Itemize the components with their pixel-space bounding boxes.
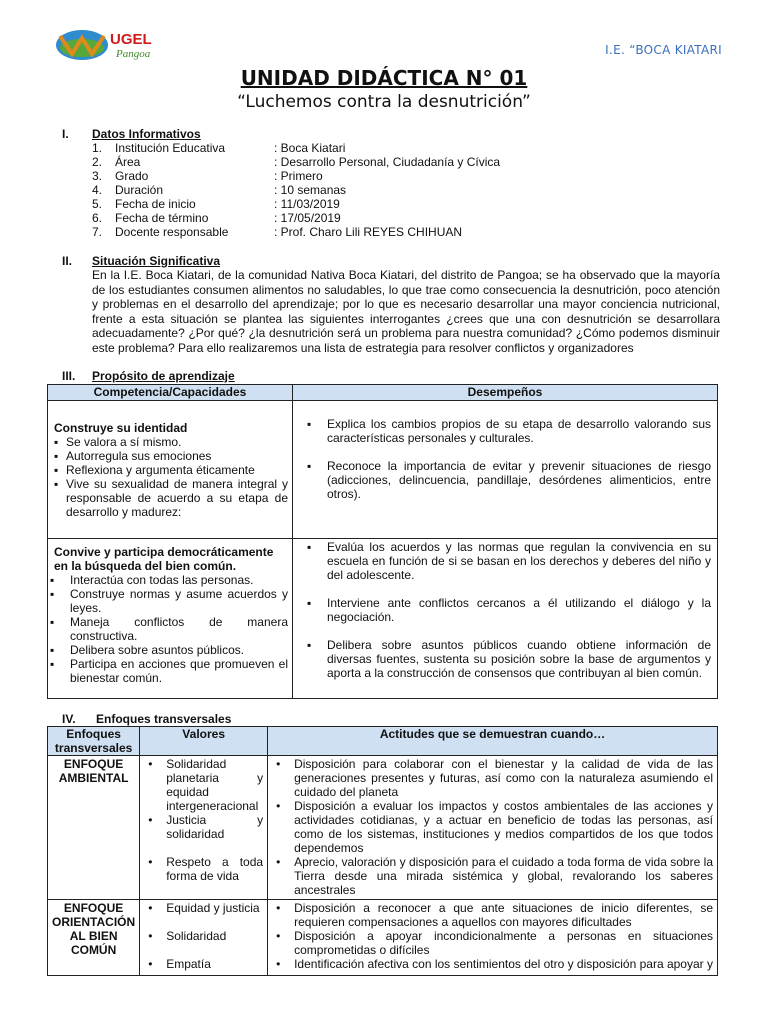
approach-name: ENFOQUE ORIENTACIÓN AL BIEN COMÚN [48, 900, 140, 976]
list-item: ▪ Evalúa los acuerdos y las normas que regulan la convivencia en su escuela en función de si se basan en los derechos y deberes del niño y del adolescente. [297, 540, 711, 582]
page-subtitle: “Luchemos contra la desnutrición” [237, 92, 531, 112]
list-item: • Equidad y justicia [142, 901, 263, 915]
values-cell [140, 756, 268, 900]
info-label: Duración [115, 183, 164, 197]
section4-number: IV. [62, 712, 76, 726]
info-row [92, 225, 592, 239]
list-item: • Aprecio, valoración y disposición para el cuidado a toda forma de vida sobre la Tierra desde una mirada sistémica y global, revalorando los saberes ancestrales [270, 855, 713, 897]
section2-title: Situación Significativa [92, 254, 221, 268]
list-item: • Disposición a apoyar incondicionalmente a personas en situaciones comprometidas o difíciles [270, 929, 713, 957]
list-item: • Respeto a toda forma de vida [142, 855, 263, 883]
list-item: ▪ Autorregula sus emociones [54, 449, 288, 463]
list-item: ▪ Reflexiona y argumenta éticamente [54, 463, 288, 477]
list-item: • Identificación afectiva con los sentimientos del otro y disposición para apoyar y [270, 957, 713, 971]
approaches-header-values: Valores [140, 727, 268, 756]
list-item: ▪ Delibera sobre asuntos públicos cuando obtiene información de diversas fuentes, sustenta su posición sobre la base de argumentos y aporta a la construcción de consensos que contribuyan al bien común. [297, 638, 711, 680]
list-item: ▪ Reconoce la importancia de evitar y prevenir situaciones de riesgo (adicciones, delincuencia, pandillaje, desórdenes alimenticios, entre otros). [297, 459, 711, 501]
info-value: : Prof. Charo Lili REYES CHIHUAN [274, 225, 463, 239]
info-num: 4. [92, 183, 103, 197]
info-num: 5. [92, 197, 103, 211]
section3-title: Propósito de aprendizaje [92, 369, 235, 383]
info-value: : 10 semanas [274, 183, 347, 197]
info-value: : Primero [274, 169, 323, 183]
info-row [92, 169, 592, 183]
list-item: ▪ Interactúa con todas las personas. [40, 573, 288, 587]
ugel-logo [52, 26, 180, 62]
svg-text:Pangoa: Pangoa [116, 48, 151, 60]
info-label: Fecha de término [115, 211, 209, 225]
page-title: UNIDAD DIDÁCTICA N° 01 [240, 66, 528, 90]
table-row [48, 539, 718, 699]
list-item: ▪ Participa en acciones que promueven el bienestar común. [40, 657, 288, 685]
section3-number: III. [62, 369, 76, 383]
situation-paragraph: En la I.E. Boca Kiatari, de la comunidad Nativa Boca Kiatari, del distrito de Pangoa; se ha observado que la mayoría de los estudiantes consumen alimentos no saludables, lo que trae como consecuencia la desnutrición, poco atención y problemas en el desarrollo del aprendizaje; por lo que es necesario desarrollar una mayor conciencia nutricional, frente a esta situación se plantea las siguientes interrogantes ¿crees que una con desnutrición se desarrollara adecuadamente? ¿Por qué? ¿la desnutrición será un problema para nuestra comunidad? ¿Cómo podemos disminuir este problema? Para ello realizaremos una lista de estrategia para resolver conflictos y organizadores [92, 268, 720, 355]
info-label: Grado [115, 169, 149, 183]
table-row [48, 401, 718, 539]
list-item: ▪ Explica los cambios propios de su etapa de desarrollo valorando sus características personales y culturales. [297, 417, 711, 445]
competency-title: Convive y participa democráticamente en la búsqueda del bien común. [54, 545, 274, 573]
approaches-header-name: Enfoques transversales [48, 727, 140, 756]
approach-name: ENFOQUE AMBIENTAL [48, 756, 140, 900]
list-item: • Empatía [142, 957, 263, 971]
list-item: ▪ Se valora a sí mismo. [54, 435, 288, 449]
list-item: ▪ Interviene ante conflictos cercanos a él utilizando el diálogo y la negociación. [297, 596, 711, 624]
approaches-header-attitudes: Actitudes que se demuestran cuando… [268, 727, 718, 756]
info-value: : 11/03/2019 [274, 197, 340, 211]
section1-title: Datos Informativos [92, 127, 201, 141]
table-row [48, 756, 718, 900]
info-num: 6. [92, 211, 103, 225]
list-item: • Disposición a reconocer a que ante situaciones de inicio diferentes, se requieren compensaciones a aquellos con mayores dificultades [270, 901, 713, 929]
svg-text:UGEL: UGEL [110, 31, 152, 48]
values-cell [140, 900, 268, 976]
section2-number: II. [62, 254, 73, 268]
purpose-table [47, 384, 718, 699]
list-item: • Disposición para colaborar con el bienestar y la calidad de vida de las generaciones presentes y futuras, así como con la naturaleza asumiendo el cuidado del planeta [270, 757, 713, 799]
section1-number: I. [62, 127, 69, 141]
info-num: 2. [92, 155, 103, 169]
info-row [92, 155, 592, 169]
info-num: 3. [92, 169, 103, 183]
info-row [92, 183, 592, 197]
info-row [92, 211, 592, 225]
info-label: Docente responsable [115, 225, 229, 239]
approaches-table [47, 726, 718, 976]
info-label: Área [115, 155, 141, 169]
list-item: • Solidaridad [142, 929, 263, 943]
section4-title: Enfoques transversales [96, 712, 232, 726]
list-item: ▪ Maneja conflictos de manera constructiva. [40, 615, 288, 643]
info-num: 7. [92, 225, 103, 239]
competency-cell [48, 539, 293, 699]
performance-cell [293, 401, 718, 539]
list-item: ▪ Vive su sexualidad de manera integral y responsable de acuerdo a su etapa de desarrollo y madurez: [54, 477, 288, 519]
table-row [48, 900, 718, 976]
purpose-header-performance: Desempeños [293, 385, 718, 401]
attitudes-cell [268, 756, 718, 900]
purpose-header-competency: Competencia/Capacidades [48, 385, 293, 401]
competency-title: Construye su identidad [54, 421, 188, 435]
performance-cell [293, 539, 718, 699]
info-label: Fecha de inicio [115, 197, 196, 211]
school-name: I.E. “BOCA KIATARI [605, 43, 722, 57]
info-row [92, 197, 592, 211]
info-row [92, 141, 592, 155]
attitudes-cell [268, 900, 718, 976]
info-value: : 17/05/2019 [274, 211, 341, 225]
info-value: : Desarrollo Personal, Ciudadanía y Cívica [274, 155, 501, 169]
info-value: : Boca Kiatari [274, 141, 346, 155]
list-item: • Disposición a evaluar los impactos y costos ambientales de las acciones y actividades cotidianas, y a actuar en beneficio de todas las personas, así como de los sistemas, instituciones y medios compartidos de los que todos dependemos [270, 799, 713, 855]
list-item: ▪ Construye normas y asume acuerdos y leyes. [40, 587, 288, 615]
list-item: • Solidaridad planetaria y equidad intergeneracional [142, 757, 263, 813]
info-label: Institución Educativa [115, 141, 226, 155]
info-num: 1. [92, 141, 103, 155]
competency-cell [48, 401, 293, 539]
list-item: ▪ Delibera sobre asuntos públicos. [40, 643, 288, 657]
list-item: • Justicia y solidaridad [142, 813, 263, 841]
